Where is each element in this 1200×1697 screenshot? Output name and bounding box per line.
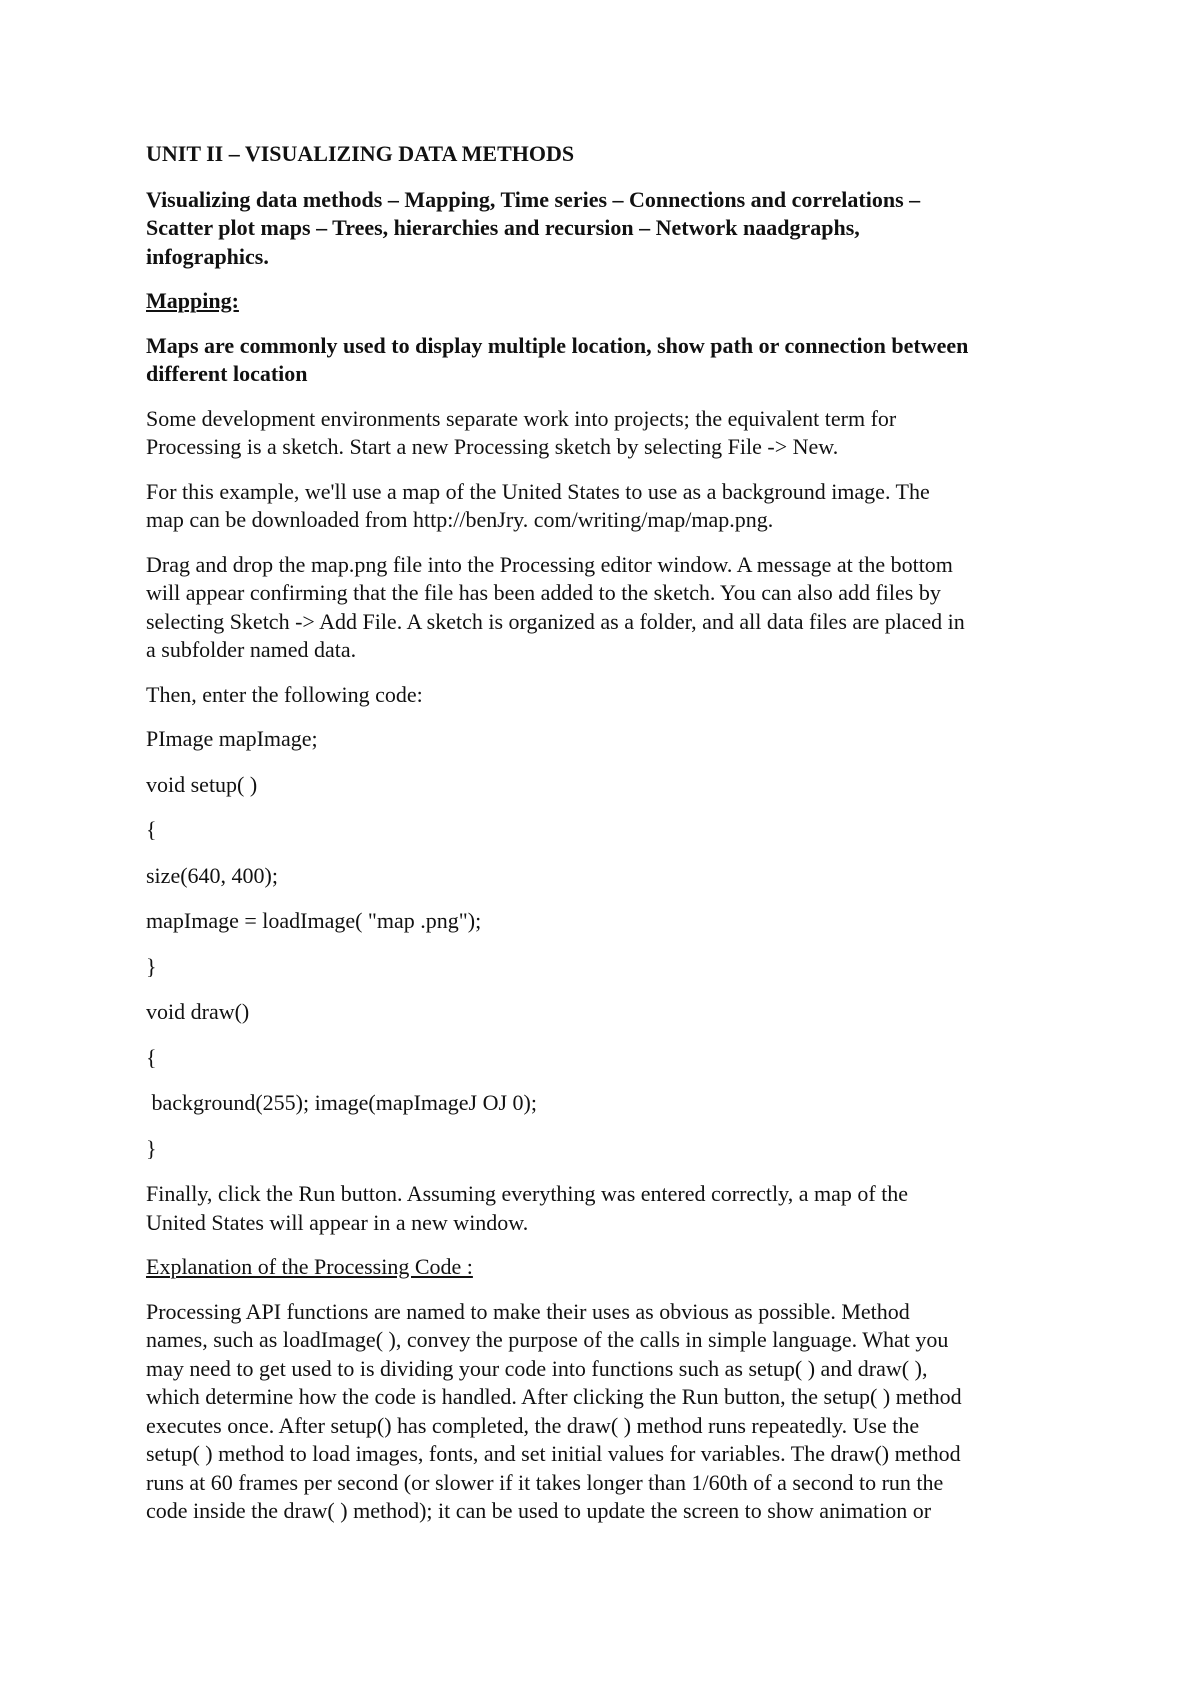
paragraph-line: Some development environments separate work into projects; the equivalent term for [146,405,897,431]
paragraph-projects [146,405,1066,462]
paragraph-line: For this example, we'll use a map of the United States to use as a background image. The [146,478,930,504]
code-line: PImage mapImage; [146,726,318,751]
code-line: void setup( ) [146,771,258,797]
mapping-heading: Mapping: [146,288,239,313]
paragraph-enter-code: Then, enter the following code: [146,681,423,707]
document-page [146,140,1066,1542]
paragraph-line: Processing is a sketch. Start a new Processing sketch by selecting File -> New. [146,434,839,459]
paragraph-line: selecting Sketch -> Add File. A sketch is organized as a folder, and all data files are placed in [146,608,965,634]
code-line: mapImage = loadImage( "map .png"); [146,908,482,933]
paragraph-line: Finally, click the Run button. Assuming everything was entered correctly, a map of the [146,1181,909,1206]
mapping-intro-line: Maps are commonly used to display multiple location, show path or connection between [146,332,969,358]
code-line: { [146,1044,157,1070]
paragraph-line: which determine how the code is handled. After clicking the Run button, the setup( ) method [146,1384,962,1409]
paragraph-line: code inside the draw( ) method); it can be used to update the screen to show animation or [146,1498,932,1523]
paragraph-map-example [146,478,1066,535]
explanation-heading: Explanation of the Processing Code : [146,1254,473,1279]
paragraph-line: United States will appear in a new window. [146,1209,529,1235]
paragraph-line: runs at 60 frames per second (or slower if it takes longer than 1/60th of a second to run the [146,1469,944,1495]
paragraph-line: will appear confirming that the file has been added to the sketch. You can also add files by [146,580,941,605]
code-line: size(640, 400); [146,862,278,888]
paragraph-line: map can be downloaded from http://benJry. com/writing/map/map.png. [146,507,774,532]
topics-line: infographics. [146,243,269,269]
code-line: void draw() [146,999,250,1024]
code-line: } [146,953,157,979]
code-line: background(255); image(mapImageJ OJ 0); [146,1090,537,1115]
code-line: { [146,817,157,842]
mapping-intro [146,332,1066,389]
paragraph-line: names, such as loadImage( ), convey the purpose of the calls in simple language. What you [146,1327,949,1352]
paragraph-line: setup( ) method to load images, fonts, and set initial values for variables. The draw() method [146,1441,961,1466]
mapping-intro-line: different location [146,361,308,386]
paragraph-line: a subfolder named data. [146,637,357,662]
paragraph-line: Drag and drop the map.png file into the Processing editor window. A message at the bottom [146,551,953,577]
topics-line: Visualizing data methods – Mapping, Time series – Connections and correlations – [146,186,921,212]
paragraph-drag-drop [146,551,1066,665]
code-listing [146,725,1066,1163]
code-line: } [146,1135,157,1161]
unit-title: UNIT II – VISUALIZING DATA METHODS [146,141,575,166]
paragraph-explanation [146,1298,1066,1526]
topics-line: Scatter plot maps – Trees, hierarchies and recursion – Network naadgraphs, [146,215,860,240]
paragraph-run [146,1180,1066,1237]
paragraph-line: Processing API functions are named to make their uses as obvious as possible. Method [146,1298,910,1324]
paragraph-line: may need to get used to is dividing your code into functions such as setup( ) and draw( ), [146,1355,928,1381]
topics-summary [146,186,1066,272]
paragraph-line: executes once. After setup() has completed, the draw( ) method runs repeatedly. Use the [146,1412,920,1438]
